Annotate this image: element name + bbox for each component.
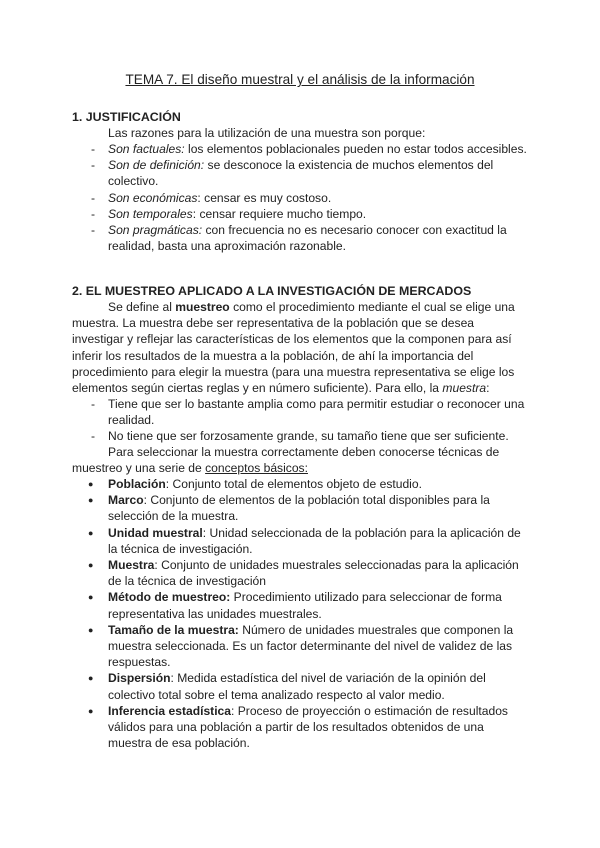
list-item: - Son económicas: censar es muy costoso. xyxy=(72,190,528,206)
list-item: - Son pragmáticas: con frecuencia no es necesario conocer con exactitud la realidad, basta una aproximación razonable. xyxy=(72,222,528,254)
list-item: ● Población: Conjunto total de elementos objeto de estudio. xyxy=(72,476,528,492)
list-item: - Son temporales: censar requiere mucho tiempo. xyxy=(72,206,528,222)
list-item: ● Muestra: Conjunto de unidades muestrales seleccionadas para la aplicación de la técnica de investigación xyxy=(72,557,528,589)
list-item: ● Unidad muestral: Unidad seleccionada de la población para la aplicación de la técnica de investigación. xyxy=(72,525,528,557)
reasons-list xyxy=(72,141,528,254)
list-item: ● Inferencia estadística: Proceso de proyección o estimación de resultados válidos para una población a partir de los resultados obtenidos de una muestra de esa población. xyxy=(72,703,528,752)
section-1-intro: Las razones para la utilización de una muestra son porque: xyxy=(108,126,426,140)
section-2-heading: 2. EL MUESTREO APLICADO A LA INVESTIGACIÓN DE MERCADOS xyxy=(72,284,472,298)
concepts-intro: Para seleccionar la muestra correctamente deben conocerse técnicas de muestreo y una serie de conceptos básicos: xyxy=(72,445,500,476)
list-item: ● Dispersión: Medida estadística del nivel de variación de la opinión del colectivo total sobre el tema analizado respecto al valor medio. xyxy=(72,670,528,702)
concepts-list xyxy=(72,476,528,751)
section-1-heading: 1. JUSTIFICACIÓN xyxy=(72,110,181,124)
page-title: TEMA 7. El diseño muestral y el análisis de la información xyxy=(125,72,475,87)
list-item: - Son de definición: se desconoce la existencia de muchos elementos del colectivo. xyxy=(72,157,528,189)
list-item: ● Tamaño de la muestra: Número de unidades muestrales que componen la muestra seleccionada. Es un factor determinante del nivel de validez de las respuestas. xyxy=(72,622,528,671)
list-item: - Tiene que ser lo bastante amplia como para permitir estudiar o reconocer una realidad. xyxy=(72,396,528,428)
list-item: ● Método de muestreo: Procedimiento utilizado para seleccionar de forma representativa las unidades muestrales. xyxy=(72,589,528,621)
list-item: - Son factuales: los elementos poblacionales pueden no estar todos accesibles. xyxy=(72,141,528,157)
list-item: - No tiene que ser forzosamente grande, su tamaño tiene que ser suficiente. xyxy=(72,428,528,444)
list-item: ● Marco: Conjunto de elementos de la población total disponibles para la selección de la muestra. xyxy=(72,492,528,524)
sample-requirements-list xyxy=(72,396,528,445)
section-2-paragraph: Se define al muestreo como el procedimiento mediante el cual se elige una muestra. La muestra debe ser representativa de la población que se desea investigar y reflejar las características de los elementos que la componen para así inferir los resultados de la muestra a la población, de ahí la importancia del procedimiento para elegir la muestra (para una muestra representativa se elige los elementos según ciertas reglas y en número suficiente). Para ello, la muestra: xyxy=(72,300,515,396)
